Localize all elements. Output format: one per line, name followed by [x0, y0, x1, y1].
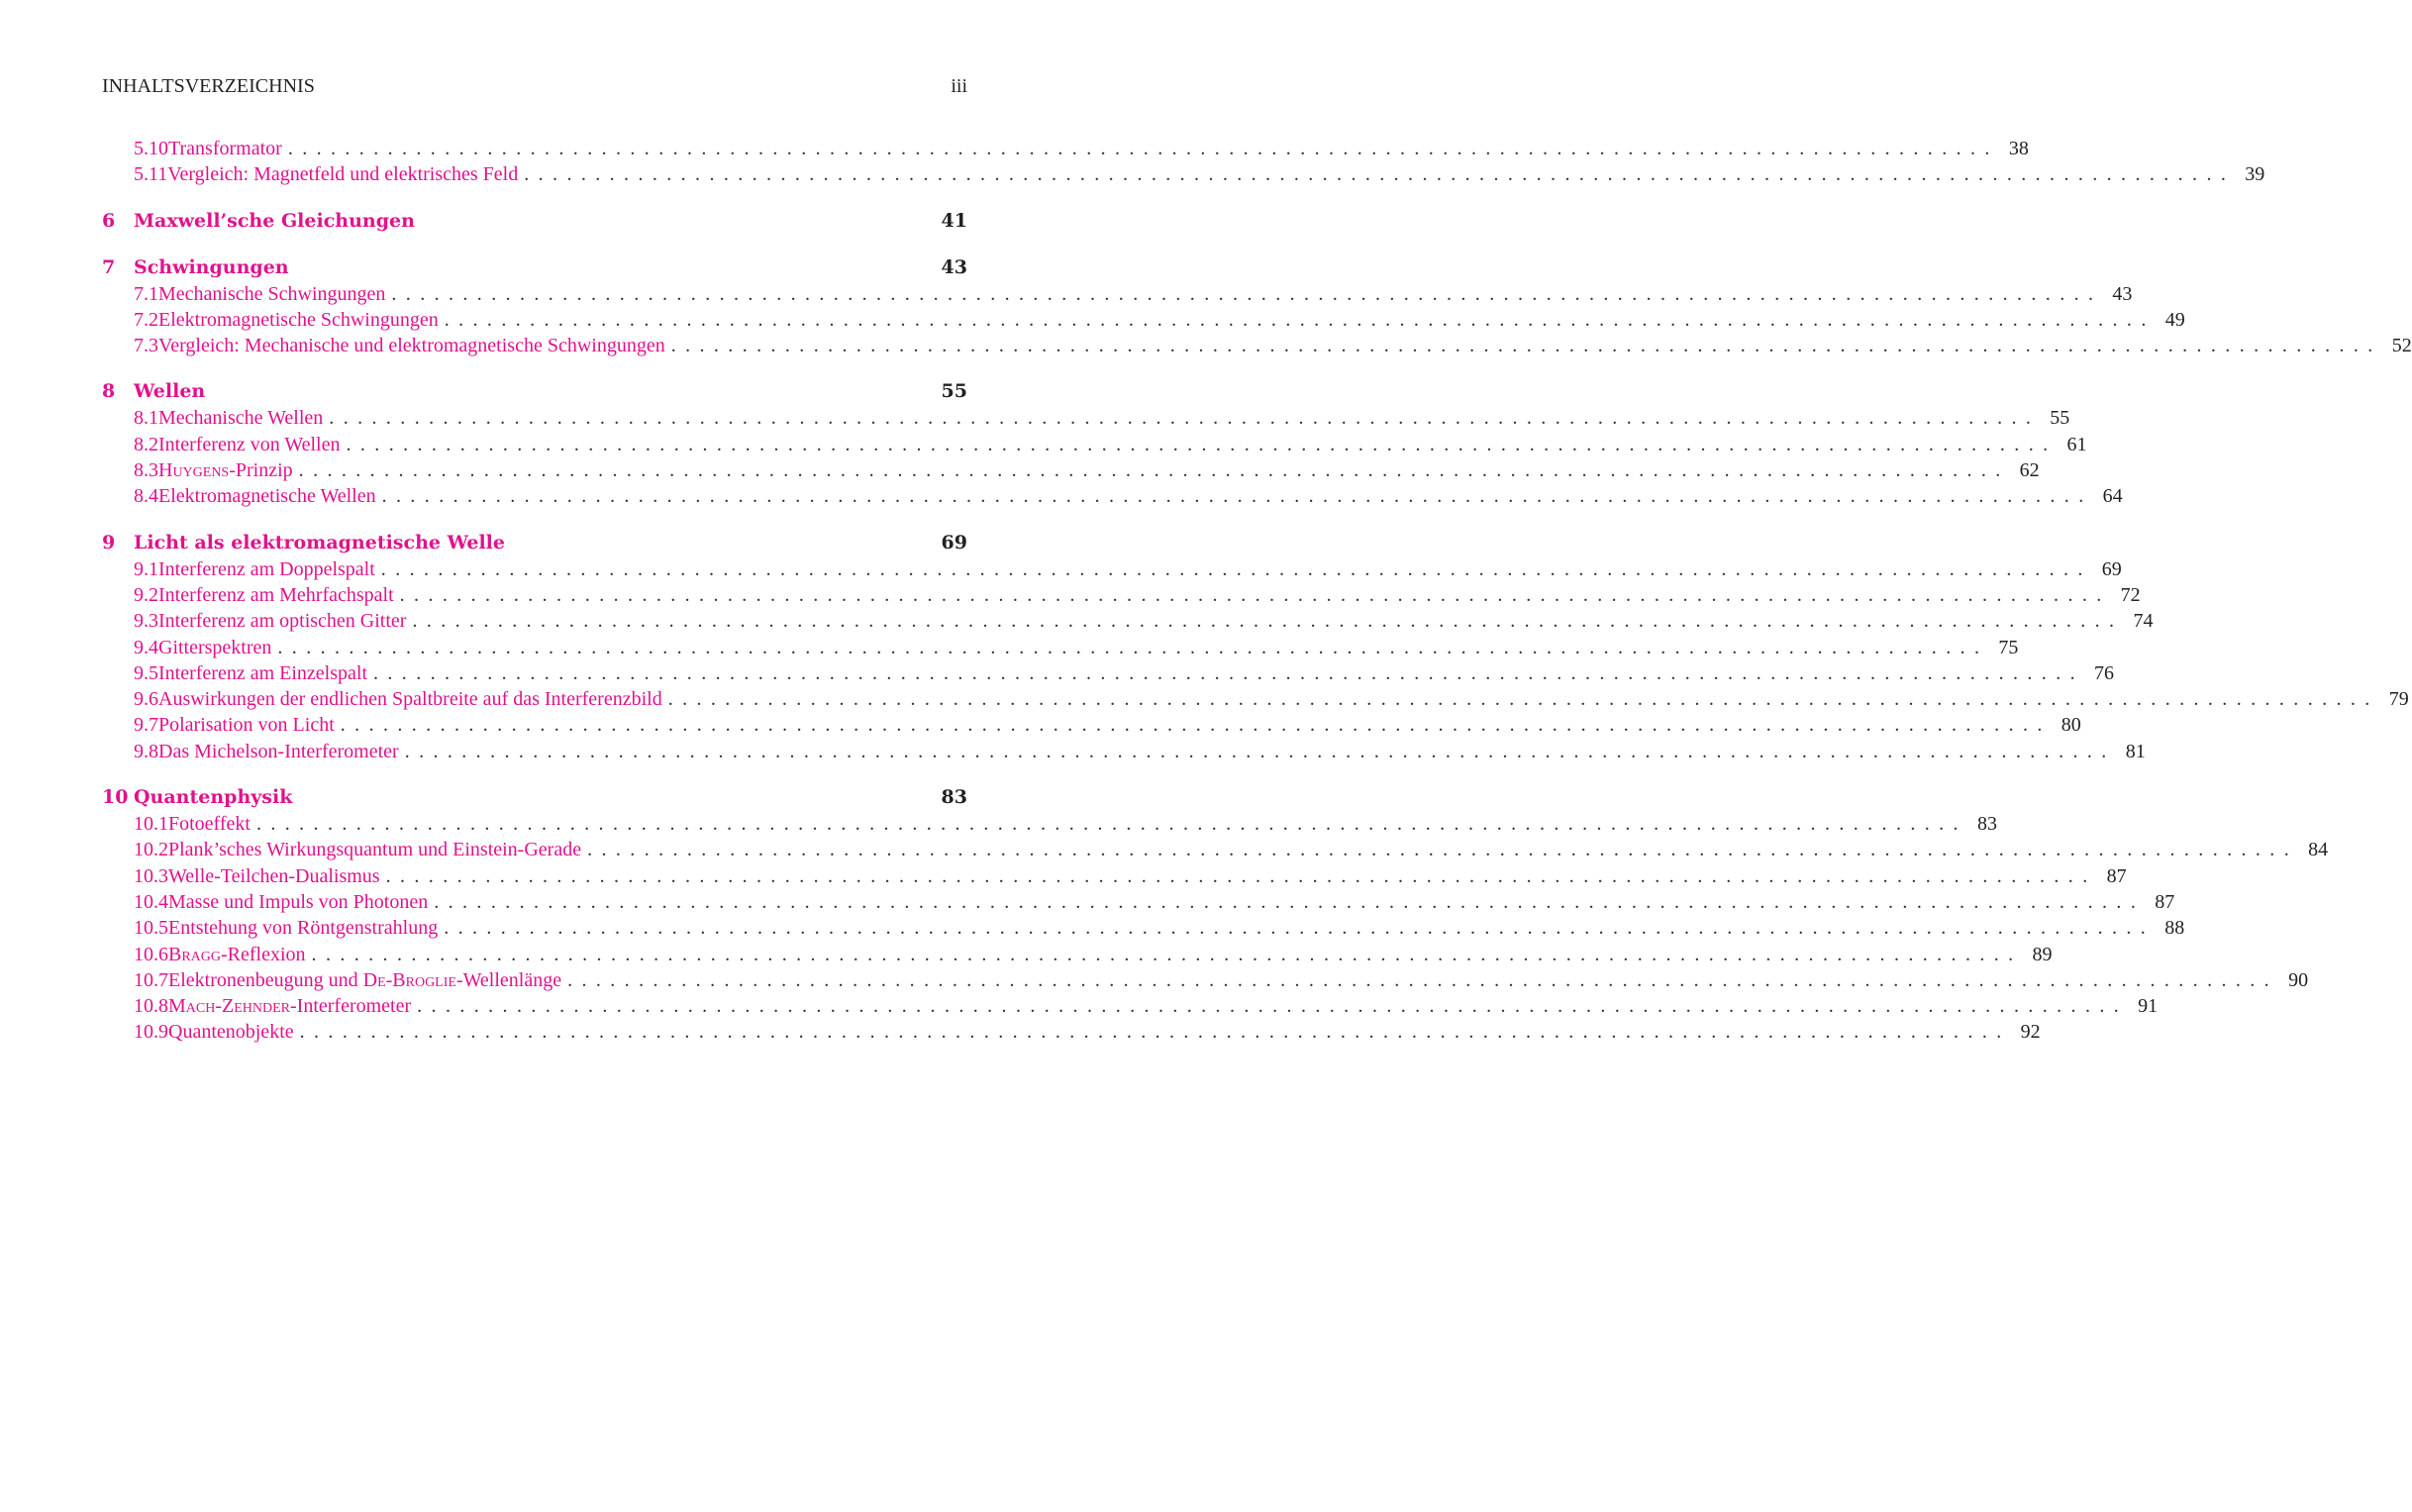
section-number: 10.8: [134, 995, 168, 1018]
section-title: Elektronenbeugung und De-Broglie-Wellenlänge: [168, 968, 562, 991]
section-page: 87: [2106, 864, 2127, 887]
section-title: Masse und Impuls von Photonen: [168, 890, 429, 913]
chapter-page: 41: [941, 209, 967, 232]
section-number: 7.1: [134, 282, 158, 305]
section-number: 7.2: [134, 308, 158, 331]
chapter-title: Wellen: [134, 380, 206, 403]
toc-chapter: [102, 210, 967, 237]
section-title: Interferenz am optischen Gitter: [158, 610, 407, 633]
section-page: 39: [2245, 163, 2265, 186]
toc-section-entry[interactable]: [102, 1021, 2041, 1047]
section-title: Huygens-Prinzip: [158, 459, 293, 482]
toc-section-entry[interactable]: [102, 583, 2141, 610]
section-page: 74: [2133, 610, 2154, 633]
section-title: Transformator: [168, 138, 282, 159]
section-number: 10.4: [134, 890, 168, 913]
section-page: 52: [2391, 335, 2412, 357]
running-head: [102, 75, 967, 98]
section-number: 8.4: [134, 485, 158, 508]
section-page: 61: [2066, 433, 2087, 455]
leader-dots: ........................................................................................................................: [524, 163, 2236, 186]
leader-dots: ........................................................................................................................: [299, 1021, 2011, 1044]
section-title: Plank’sches Wirkungsquantum und Einstein-Gerade: [168, 839, 582, 861]
section-number: 10.2: [134, 839, 168, 861]
section-title: Interferenz von Wellen: [158, 433, 341, 455]
toc-section-entry[interactable]: [102, 335, 2412, 360]
section-page: 55: [2050, 407, 2070, 430]
chapter-number: 8: [102, 380, 116, 403]
toc-section-entry[interactable]: [102, 968, 2309, 995]
chapter-page: 55: [941, 380, 967, 403]
leader-dots: ........................................................................................................................: [667, 688, 2379, 711]
toc-section-entry[interactable]: [102, 943, 2053, 969]
section-page: 43: [2112, 282, 2133, 305]
toc-chapter-entry[interactable]: [102, 786, 967, 813]
leader-dots: ........................................................................................................................: [391, 282, 2103, 305]
chapter-title: Schwingungen: [134, 255, 289, 278]
section-page: 64: [2102, 485, 2123, 508]
section-title: Polarisation von Licht: [158, 714, 335, 737]
section-title: Mechanische Wellen: [158, 407, 324, 430]
section-title: Entstehung von Röntgenstrahlung: [168, 917, 439, 940]
toc-chapter: [102, 531, 2409, 766]
section-title: Welle-Teilchen-Dualismus: [168, 864, 380, 887]
toc-chapter: [102, 138, 2265, 190]
section-page: 88: [2164, 917, 2185, 940]
section-page: 69: [2101, 557, 2122, 580]
leader-dots: ........................................................................................................................: [255, 813, 1967, 836]
chapter-title: Maxwell’sche Gleichungen: [134, 209, 415, 232]
chapter-number: 7: [102, 255, 116, 278]
section-title: Mechanische Schwingungen: [158, 282, 386, 305]
chapter-number: 10: [102, 786, 129, 809]
section-page: 84: [2308, 839, 2329, 861]
toc-chapter: [102, 380, 2123, 511]
chapter-page: 69: [941, 531, 967, 554]
toc-section-entry[interactable]: [102, 890, 2175, 917]
section-title: Bragg-Reflexion: [168, 943, 306, 965]
leader-dots: ........................................................................................................................: [346, 433, 2058, 455]
section-title: Vergleich: Magnetfeld und elektrisches Feld: [167, 163, 519, 186]
leader-dots: ........................................................................................................................: [385, 864, 2097, 887]
toc-chapter: [102, 255, 2412, 361]
section-page: 87: [2155, 890, 2175, 913]
leader-dots: ........................................................................................................................: [434, 890, 2146, 913]
chapter-title: Quantenphysik: [134, 786, 293, 809]
chapter-title: Licht als elektromagnetische Welle: [134, 531, 505, 554]
toc-section-entry[interactable]: [102, 610, 2154, 636]
leader-dots: ........................................................................................................................: [670, 335, 2382, 357]
toc-section-entry[interactable]: [102, 485, 2123, 511]
section-page: 89: [2032, 943, 2053, 965]
toc-section-entry[interactable]: [102, 714, 2081, 740]
section-title: Fotoeffekt: [168, 813, 251, 836]
leader-dots: ........................................................................................................................: [399, 583, 2111, 606]
toc-chapter-entry[interactable]: [102, 380, 967, 407]
section-number: 9.3: [134, 610, 158, 633]
section-number: 7.3: [134, 335, 158, 357]
section-title: Auswirkungen der endlichen Spaltbreite auf das Interferenzbild: [158, 688, 662, 711]
section-number: 9.2: [134, 583, 158, 606]
section-title: Quantenobjekte: [168, 1021, 294, 1044]
leader-dots: ........................................................................................................................: [380, 557, 2092, 580]
toc-chapter-entry[interactable]: [102, 532, 967, 558]
section-page: 72: [2120, 583, 2141, 606]
leader-dots: ........................................................................................................................: [567, 968, 2279, 991]
section-number: 9.7: [134, 714, 158, 737]
section-title: Interferenz am Doppelspalt: [158, 557, 375, 580]
section-title: Elektromagnetische Schwingungen: [158, 308, 439, 331]
section-number: 9.6: [134, 688, 158, 711]
page-number: iii: [951, 75, 967, 97]
section-page: 81: [2125, 740, 2146, 762]
leader-dots: ........................................................................................................................: [412, 610, 2124, 633]
leader-dots: ........................................................................................................................: [277, 636, 1989, 658]
section-title: Elektromagnetische Wellen: [158, 485, 376, 508]
section-page: 80: [2060, 714, 2081, 737]
section-number: 5.10: [134, 138, 168, 159]
section-page: 92: [2020, 1021, 2041, 1044]
chapter-page: 83: [941, 786, 967, 809]
section-title: Das Michelson-Interferometer: [158, 740, 399, 762]
leader-dots: ........................................................................................................................: [444, 917, 2156, 940]
toc-section-entry[interactable]: [102, 917, 2185, 943]
toc-section-entry[interactable]: [102, 636, 2019, 662]
toc-chapter-entry[interactable]: [102, 256, 967, 283]
section-page: 62: [2019, 459, 2040, 482]
leader-dots: ........................................................................................................................: [417, 995, 2129, 1018]
section-title: Gitterspektren: [158, 636, 272, 658]
section-number: 10.5: [134, 917, 168, 940]
section-number: 5.11: [134, 163, 168, 186]
leader-dots: ........................................................................................................................: [373, 661, 2084, 684]
section-page: 49: [2164, 308, 2185, 331]
section-page: 76: [2094, 661, 2114, 684]
toc-section-entry[interactable]: [102, 282, 2133, 309]
leader-dots: ........................................................................................................................: [340, 714, 2052, 737]
section-number: 10.3: [134, 864, 168, 887]
section-page: 75: [1998, 636, 2019, 658]
table-of-contents: [102, 138, 2412, 1067]
toc-section-entry[interactable]: [102, 864, 2127, 891]
section-number: 8.1: [134, 407, 158, 430]
section-page: 38: [2008, 138, 2029, 159]
toc-section-entry[interactable]: [102, 163, 2265, 189]
toc-section-entry[interactable]: [102, 407, 2070, 433]
chapter-number: 6: [102, 209, 116, 232]
leader-dots: ........................................................................................................................: [587, 839, 2299, 861]
section-page: 90: [2288, 968, 2309, 991]
section-number: 9.4: [134, 636, 158, 658]
section-title: Interferenz am Einzelspalt: [158, 661, 367, 684]
section-title: Interferenz am Mehrfachspalt: [158, 583, 394, 606]
toc-section-entry[interactable]: [102, 661, 2114, 688]
section-number: 10.7: [134, 968, 168, 991]
toc-section-entry[interactable]: [102, 308, 2185, 335]
section-number: 8.3: [134, 459, 158, 482]
leader-dots: ........................................................................................................................: [381, 485, 2093, 508]
running-head-title: INHALTSVERZEICHNIS: [102, 75, 315, 97]
section-number: 9.1: [134, 557, 158, 580]
toc-section-entry[interactable]: [102, 557, 2122, 584]
section-page: 79: [2388, 688, 2409, 711]
toc-section-entry[interactable]: [102, 688, 2409, 714]
section-number: 9.5: [134, 661, 158, 684]
leader-dots: ........................................................................................................................: [444, 308, 2156, 331]
section-title: Vergleich: Mechanische und elektromagnetische Schwingungen: [158, 335, 665, 357]
toc-section-entry[interactable]: [102, 740, 2146, 766]
toc-section-entry[interactable]: [102, 433, 2087, 459]
leader-dots: ........................................................................................................................: [311, 943, 2023, 965]
leader-dots: ........................................................................................................................: [404, 740, 2116, 762]
chapter-number: 9: [102, 531, 116, 554]
toc-section-entry[interactable]: [102, 839, 2329, 864]
toc-chapter-entry[interactable]: [102, 210, 967, 237]
toc-section-entry[interactable]: [102, 459, 2040, 485]
section-page: 83: [1976, 813, 1997, 836]
section-number: 8.2: [134, 433, 158, 455]
section-number: 10.6: [134, 943, 168, 965]
chapter-page: 43: [941, 255, 967, 278]
leader-dots: ........................................................................................................................: [298, 459, 2010, 482]
leader-dots: ........................................................................................................................: [329, 407, 2041, 430]
section-number: 10.9: [134, 1021, 168, 1044]
section-page: 91: [2138, 995, 2159, 1018]
toc-section-entry[interactable]: [102, 995, 2159, 1021]
section-number: 9.8: [134, 740, 158, 762]
toc-chapter: [102, 786, 2329, 1048]
toc-section-entry[interactable]: [102, 813, 1997, 839]
toc-section-entry[interactable]: [102, 138, 2029, 163]
leader-dots: ........................................................................................................................: [287, 138, 1999, 159]
section-title: Mach-Zehnder-Interferometer: [168, 995, 412, 1018]
section-number: 10.1: [134, 813, 168, 836]
